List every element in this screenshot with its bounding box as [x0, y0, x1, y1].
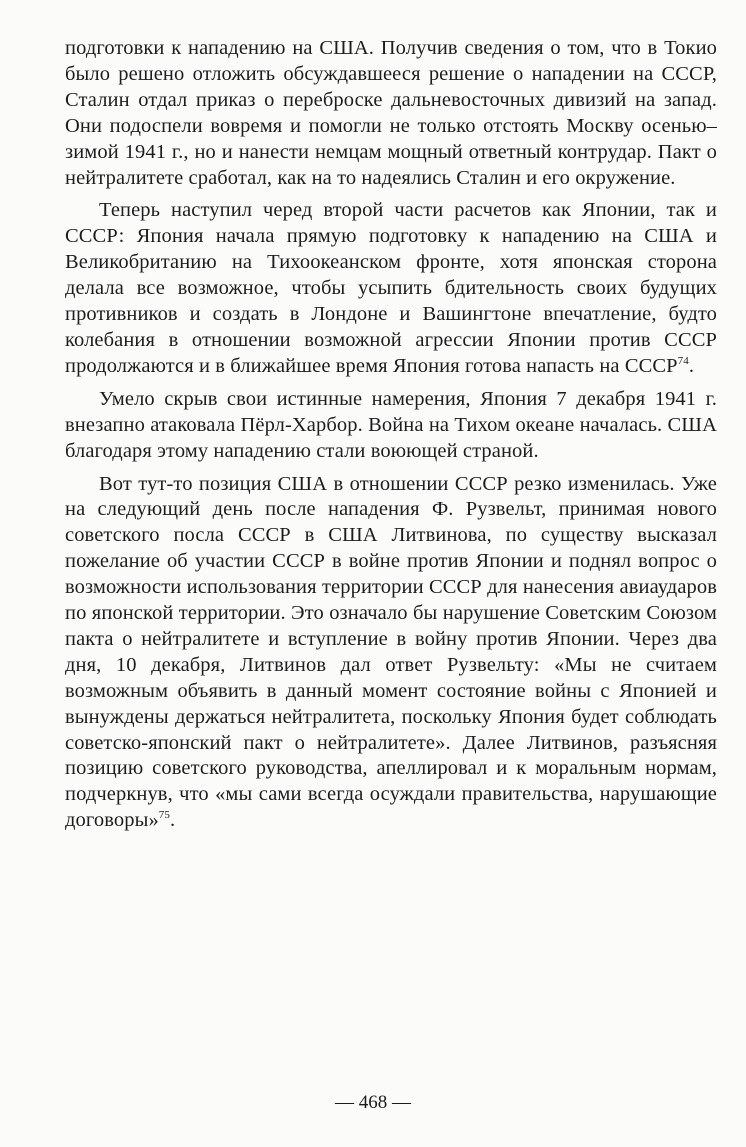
paragraph-2-text: Теперь наступил черед второй части расчетов как Японии, так и СССР: Япония начала прямую подготовку к нападению на США и Великобританию на Тихоокеанском фронте, хотя японская сторона делала все возможное, чтобы усыпить бдительность своих будущих противников и создать в Лондоне и Вашингтоне впечатление, будто колебания в отношении возможной агрессии Японии против СССР продолжаются и в ближайшее время Япония готова напасть на СССР [65, 199, 717, 377]
paragraph-3-text: Умело скрыв свои истинные намерения, Япония 7 декабря 1941 г. внезапно атаковала Пёрл-Харбор. Война на Тихом океане началась. США благодаря этому нападению стали воюющей страной. [65, 387, 717, 462]
paragraph-4-text: Вот тут-то позиция США в отношении СССР резко изменилась. Уже на следующий день после нападения Ф. Рузвельт, принимая нового советского посла СССР в США Литвинова, по существу высказал пожелание об участии СССР в войне против Японии и поднял вопрос о возможности использования территории СССР для нанесения авиаударов по японской территории. Это означало бы нарушение Советским Союзом пакта о нейтралитете и вступление в войну против Японии. Через два дня, 10 декабря, Литвинов дал ответ Рузвельту: «Мы не считаем возможным объявить в данный момент состояние войны с Японией и вынуждены держаться нейтралитета, поскольку Япония будет соблюдать советско-японский пакт о нейтралитете». Далее Литвинов, разъясняя позицию советского руководства, апеллировал и к моральным нормам, подчеркнув, что «мы сами всегда осуждали правительства, нарушающие договоры» [65, 472, 717, 832]
paragraph-3 [65, 387, 717, 465]
body-text [65, 36, 717, 841]
paragraph-1 [65, 36, 717, 191]
footnote-reference-75: 75 [158, 809, 170, 822]
paragraph-4-end-punctuation: . [170, 809, 176, 832]
paragraph-1-text: подготовки к нападению на США. Получив сведения о том, что в Токио было решено отложить обсуждавшееся решение о нападении на СССР, Сталин отдал приказ о переброске дальневосточных дивизий на запад. Они подоспели вовремя и помогли не только отстоять Москву осенью–зимой 1941 г., но и нанести немцам мощный ответный контрудар. Пакт о нейтралитете сработал, как на то надеялись Сталин и его окружение. [65, 37, 717, 189]
footnote-reference-74: 74 [677, 354, 689, 367]
paragraph-4 [65, 472, 717, 835]
paragraph-2 [65, 198, 717, 379]
page-number: — 468 — [335, 1092, 411, 1113]
paragraph-2-end-punctuation: . [688, 354, 695, 377]
